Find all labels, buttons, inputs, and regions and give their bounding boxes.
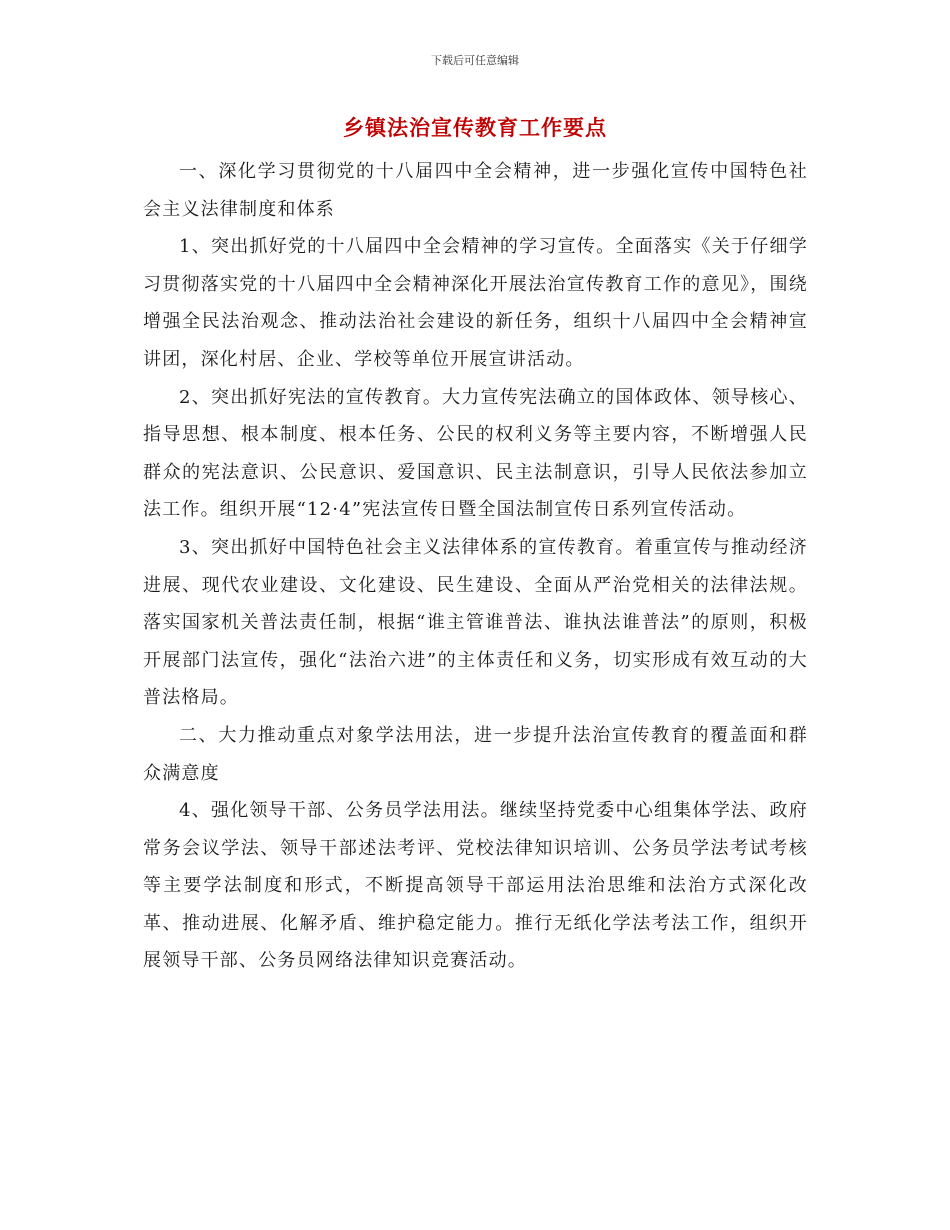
paragraph-item-4: 4、强化领导干部、公务员学法用法。继续坚持党委中心组集体学法、政府常务会议学法、领导干部述法考评、党校法律知识培训、公务员学法考试考核等主要学法制度和形式，不断提高领导干部运用法治思维和法治方式深化改革、推动进展、化解矛盾、维护稳定能力。推行无纸化学法考法工作，组织开展领导干部、公务员网络法律知识竞赛活动。 <box>143 800 808 972</box>
document-title: 乡镇法治宣传教育工作要点 <box>343 116 607 140</box>
section-heading-2: 二、大力推动重点对象学法用法，进一步提升法治宣传教育的覆盖面和群众满意度 <box>143 724 808 784</box>
paragraph-item-3: 3、突出抓好中国特色社会主义法律体系的宣传教育。着重宣传与推动经济进展、现代农业建设、文化建设、民生建设、全面从严治党相关的法律法规。落实国家机关普法责任制，根据“谁主管谁普法、谁执法谁普法”的原则，积极开展部门法宣传，强化“法治六进”的主体责任和义务，切实形成有效互动的大普法格局。 <box>143 536 808 709</box>
paragraph-item-1: 1、突出抓好党的十八届四中全会精神的学习宣传。全面落实《关于仔细学习贯彻落实党的十八届四中全会精神深化开展法治宣传教育工作的意见》，围绕增强全民法治观念、推动法治社会建设的新任务，组织十八届四中全会精神宣讲团，深化村居、企业、学校等单位开展宣讲活动。 <box>143 236 808 370</box>
document-body <box>143 153 808 980</box>
section-heading-1: 一、深化学习贯彻党的十八届四中全会精神，进一步强化宣传中国特色社会主义法律制度和体系 <box>143 161 808 220</box>
paragraph-item-2: 2、突出抓好宪法的宣传教育。大力宣传宪法确立的国体政体、领导核心、指导思想、根本制度、根本任务、公民的权利义务等主要内容，不断增强人民群众的宪法意识、公民意识、爱国意识、民主法制意识，引导人民依法参加立法工作。组织开展“12·4”宪法宣传日暨全国法制宣传日系列宣传活动。 <box>143 386 808 521</box>
header-note: 下载后可任意编辑 <box>431 54 519 67</box>
